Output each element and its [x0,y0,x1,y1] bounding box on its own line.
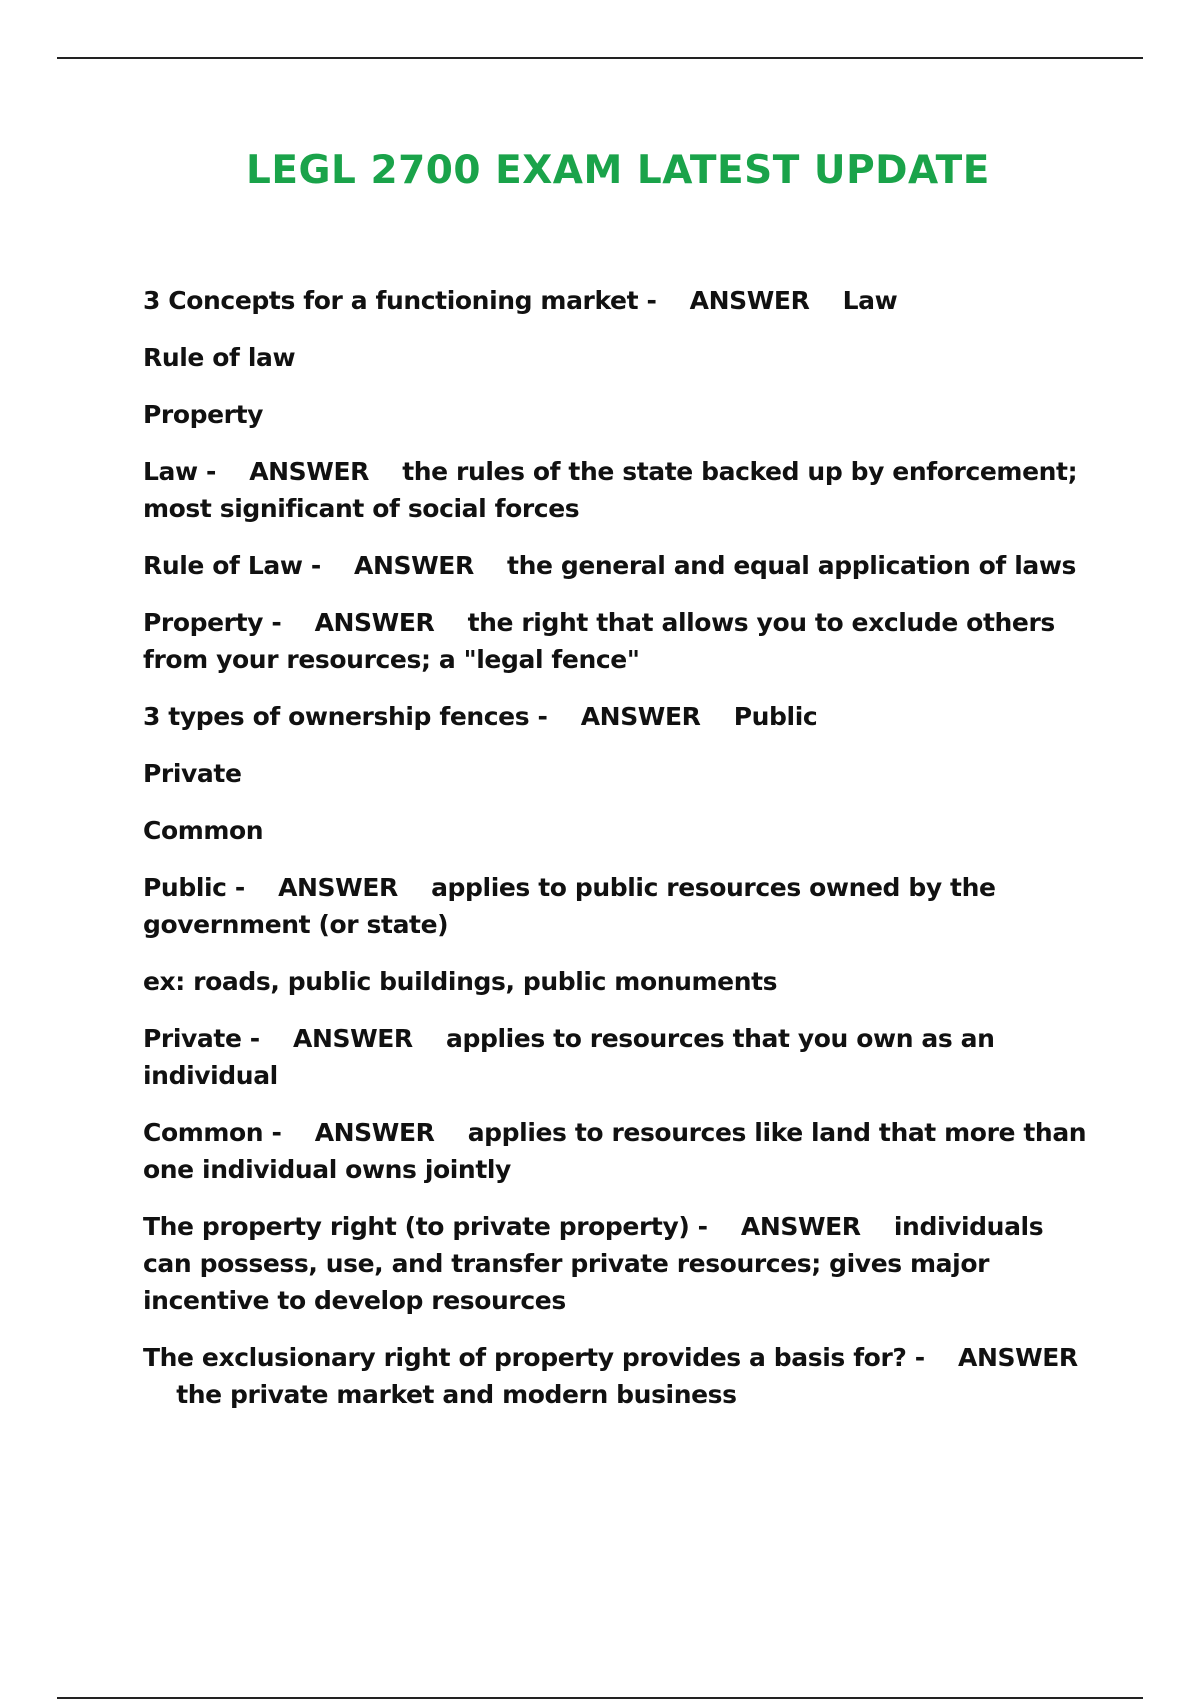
answer-label: ANSWER [580,702,701,731]
answer-label: ANSWER [314,1118,435,1147]
flashcard-list [143,282,1093,1433]
entry-term: Rule of Law [143,551,303,580]
answer-label: ANSWER [740,1212,861,1241]
qa-entry: 3 types of ownership fences - ANSWER Public [143,702,818,731]
qa-entry: Private - ANSWER applies to resources that you own as an individual [143,1024,995,1090]
text-line: Common [143,816,264,845]
entry-term: Law [143,457,198,486]
entry-answer: the private market and modern business [176,1380,737,1409]
entry-term: The exclusionary right of property provides a basis for? [143,1343,907,1372]
entry-answer: the right that allows you to exclude others from your resources; a "legal fence" [143,608,1055,674]
entry-term: The property right (to private property) [143,1212,690,1241]
entry-term: 3 Concepts for a functioning market [143,286,639,315]
entry-answer: Law [842,286,898,315]
bottom-rule [57,1697,1143,1699]
qa-entry: The exclusionary right of property provides a basis for? - ANSWER the private market and modern business [143,1343,1078,1409]
text-line: Private [143,759,242,788]
entry-answer: the general and equal application of laws [507,551,1077,580]
qa-entry: Rule of Law - ANSWER the general and equal application of laws [143,551,1077,580]
entry-answer: applies to resources like land that more than one individual owns jointly [143,1118,1087,1184]
text-line: Property [143,400,264,429]
answer-label: ANSWER [354,551,474,580]
answer-label: ANSWER [689,286,810,315]
answer-label: ANSWER [293,1024,413,1053]
text-line: ex: roads, public buildings, public monuments [143,967,778,996]
qa-entry: 3 Concepts for a functioning market - ANSWER Law [143,286,898,315]
entry-term: Public [143,873,227,902]
answer-label: ANSWER [249,457,369,486]
answer-label: ANSWER [958,1343,1078,1372]
top-rule [57,57,1143,59]
entry-term: Common [143,1118,264,1147]
entry-answer: Public [733,702,818,731]
entry-term: Property [143,608,264,637]
answer-label: ANSWER [314,608,435,637]
entry-answer: applies to public resources owned by the government (or state) [143,873,996,939]
qa-entry: Law - ANSWER the rules of the state backed up by enforcement; most significant of social forces [143,457,1078,523]
answer-label: ANSWER [278,873,398,902]
entry-answer: the rules of the state backed up by enforcement; most significant of social forces [143,457,1078,523]
qa-entry: Public - ANSWER applies to public resources owned by the government (or state) [143,873,996,939]
entry-answer: applies to resources that you own as an individual [143,1024,995,1090]
entry-term: 3 types of ownership fences [143,702,530,731]
entry-answer: individuals can possess, use, and transfer private resources; gives major incentive to develop resources [143,1212,1044,1315]
qa-entry: The property right (to private property) - ANSWER individuals can possess, use, and transfer private resources; gives major incentive to develop resources [143,1212,1044,1315]
qa-entry: Property - ANSWER the right that allows you to exclude others from your resources; a "legal fence" [143,608,1055,674]
qa-entry: Common - ANSWER applies to resources like land that more than one individual owns jointly [143,1118,1087,1184]
document-title: LEGL 2700 EXAM LATEST UPDATE [246,148,990,193]
entry-term: Private [143,1024,242,1053]
text-line: Rule of law [143,343,296,372]
